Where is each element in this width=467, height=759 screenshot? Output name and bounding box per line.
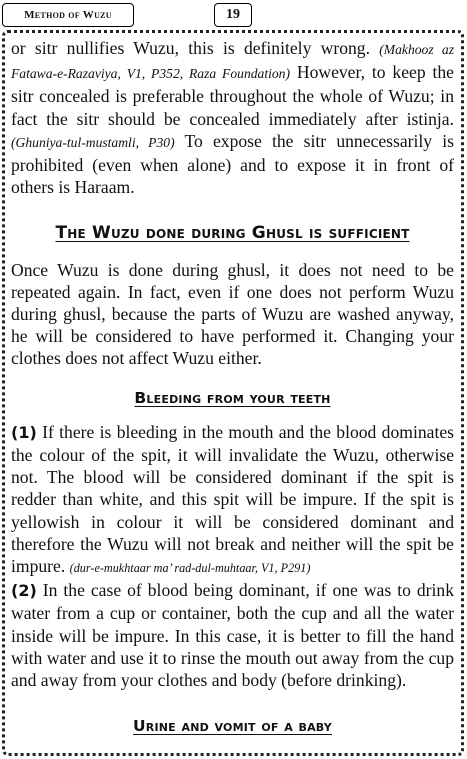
page-number: 19 xyxy=(214,3,252,27)
page-content xyxy=(11,37,454,737)
point-2 xyxy=(11,579,454,691)
citation: (Makhooz az Fatawa-e-Razaviya, V1, P352, Raza Foundation) xyxy=(11,42,454,82)
citation: (dur-e-mukhtaar ma’ rad-dul-muhtaar, V1, P291) xyxy=(69,561,311,576)
citation: (Ghuniya-tul-mustamli, P30) xyxy=(11,134,175,150)
text-run: In the case of blood being dominant, if one was to drink water from a cup or container, both the cup and all the water inside will be impure. In this case, it is better to fill the hand with water and use it to rinse the mouth out away from the cup and away from your clothes and body (before drinking). xyxy=(11,580,454,691)
text-run: To expose the sitr unnecessarily is prohibited (even when alone) and to expose it in front of others is Haraam. xyxy=(11,130,454,198)
point-1 xyxy=(11,421,454,579)
heading-urine-vomit-baby: Urine and vomit of a baby xyxy=(133,717,332,736)
text-run: However, to keep the sitr concealed is preferable throughout the whole of Wuzu; in fact the sitr should be concealed immediately after istinja. xyxy=(11,62,454,129)
heading-bleeding-teeth: Bleeding from your teeth xyxy=(134,388,331,407)
point-number: (1) xyxy=(11,422,37,442)
heading-wuzu-during-ghusl: The Wuzu done during Ghusl is sufficient xyxy=(55,223,410,244)
book-title-tab: Method of Wuzu xyxy=(2,3,134,27)
text-run: If there is bleeding in the mouth and the blood dominates the colour of the spit, it will invalidate the Wuzu, otherwise not. The blood will be considered dominant if the spit is redder than white, and this spit will be impure. If the spit is yellowish in colour it will be considered dominant and therefore the Wuzu will not break and neither will the spit be impure. xyxy=(11,421,454,577)
paragraph-sitr xyxy=(11,37,454,198)
paragraph-ghusl: Once Wuzu is done during ghusl, it does not need to be repeated again. In fact, even if one does not perform Wuzu during ghusl, because the parts of Wuzu are washed anyway, he will be considered to have performed it. Changing your clothes does not affect Wuzu either. xyxy=(11,259,454,369)
point-number: (2) xyxy=(11,581,37,601)
text-run: or sitr nullifies Wuzu, this is definitely wrong. xyxy=(11,38,380,58)
